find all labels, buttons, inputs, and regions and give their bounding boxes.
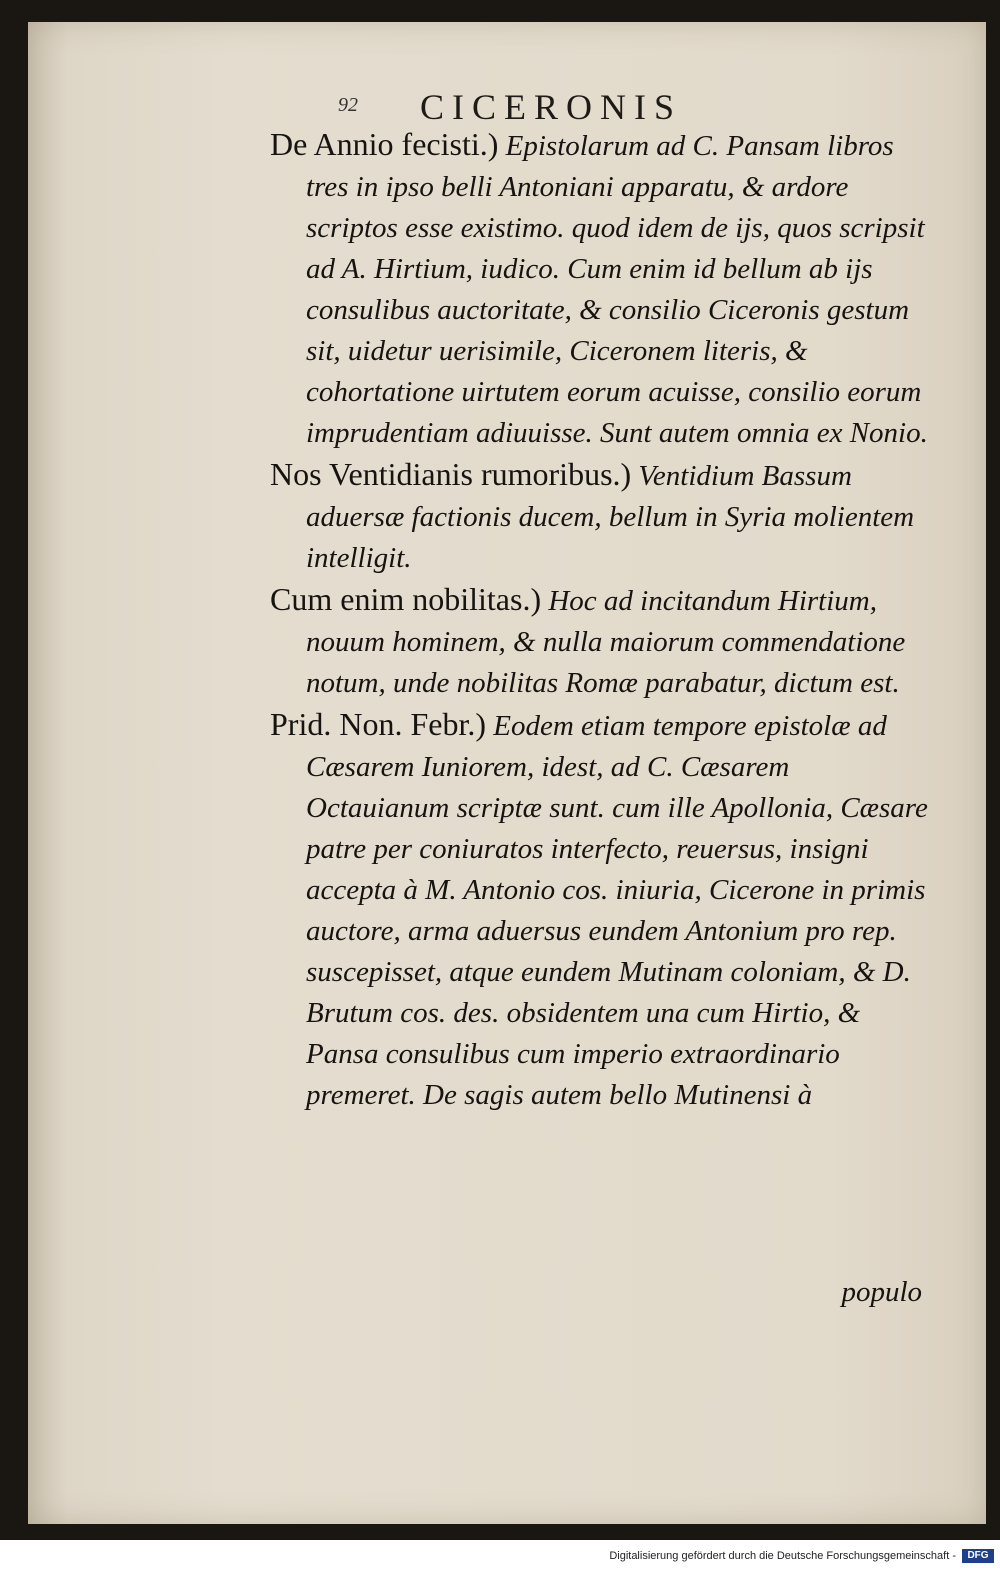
entry-comment: Epistolarum ad C. Pansam libros tres in ipso belli Antoniani apparatu, & ardore scriptos esse existimo. quod idem de ijs, quos scripsit ad A. Hirtium, iudico. Cum enim id bellum ab ijs consulibus auctoritate, & consilio Ciceronis gestum sit, uidetur uerisimile, Ciceronem literis, & cohortatione uirtutem eorum acuisse, consilio eorum imprudentiam adiuuisse. Sunt autem omnia ex Nonio. bbox=[306, 130, 928, 449]
dfg-logo-icon: DFG bbox=[962, 1549, 994, 1563]
running-head: CICERONIS bbox=[420, 87, 683, 127]
entry-lemma: Cum enim nobilitas.) bbox=[270, 581, 542, 617]
catchword: populo bbox=[841, 1276, 922, 1308]
page-number: 92 bbox=[338, 94, 358, 116]
entry-comment: Hoc ad incitandum Hirtium, nouum hominem, & nulla maiorum commendatione notum, unde nobilitas Romæ parabatur, dictum est. bbox=[306, 585, 906, 699]
entry-lemma: Nos Ventidianis rumoribus.) bbox=[270, 456, 632, 492]
commentary-entry bbox=[270, 579, 935, 704]
funding-credit: Digitalisierung gefördert durch die Deutsche Forschungsgemeinschaft - bbox=[609, 1550, 956, 1562]
entry-comment: Ventidium Bassum aduersæ factionis ducem, bellum in Syria molientem intelligit. bbox=[306, 460, 915, 574]
commentary-text bbox=[270, 124, 935, 1116]
entry-lemma: Prid. Non. Febr.) bbox=[270, 706, 486, 742]
commentary-entry bbox=[270, 704, 935, 1116]
entry-comment: Eodem etiam tempore epistolæ ad Cæsarem Iuniorem, idest, ad C. Cæsarem Octauianum scriptæ sunt. cum ille Apollonia, Cæsare patre per coniuratos interfecto, reuersus, insigni accepta à M. Antonio cos. iniuria, Cicerone in primis auctore, arma aduersus eundem Antonium pro rep. suscepisset, atque eundem Mutinam coloniam, & D. Brutum cos. des. obsidentem una cum Hirtio, & Pansa consulibus cum imperio extraordinario premeret. De sagis autem bello Mutinensi à bbox=[306, 710, 928, 1111]
commentary-entry bbox=[270, 124, 935, 454]
commentary-entry bbox=[270, 454, 935, 579]
entry-lemma: De Annio fecisti.) bbox=[270, 126, 499, 162]
